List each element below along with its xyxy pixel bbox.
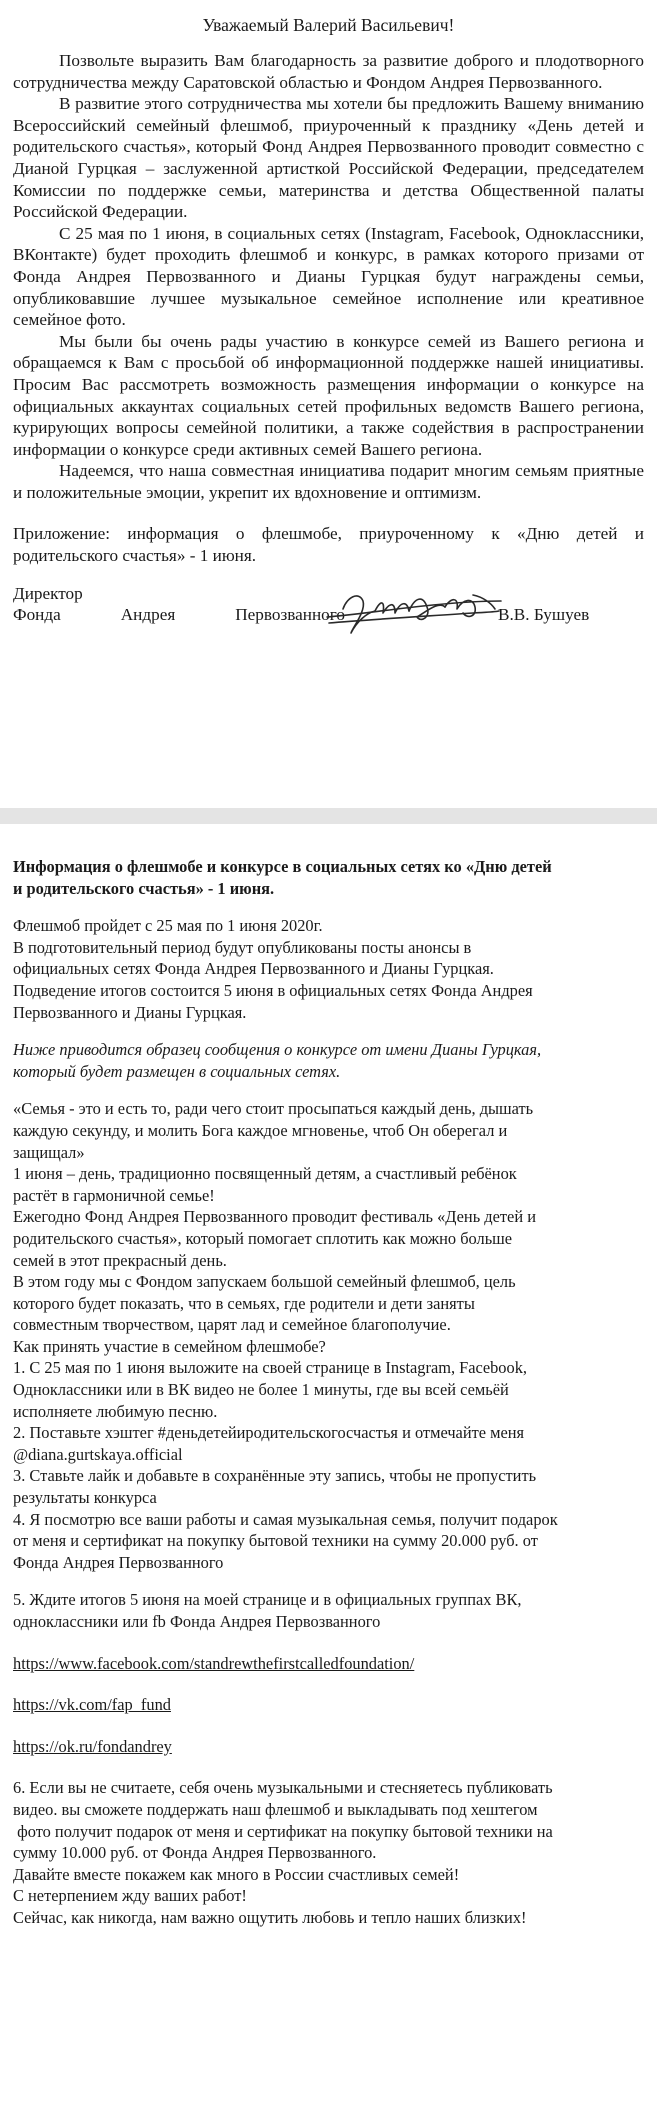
intro-line: Флешмоб пройдет с 25 мая по 1 июня 2020г. xyxy=(13,916,323,936)
message-line: каждую секунду, и молить Бога каждое мгновенье, чтоб Он оберегал и xyxy=(13,1120,508,1140)
message-line: @diana.gurtskaya.official xyxy=(13,1444,183,1464)
message-line: 3. Ставьте лайк и добавьте в сохранённые эту запись, чтобы не пропустить xyxy=(13,1466,537,1486)
sample-note xyxy=(13,1039,644,1082)
closing-line: фото получит подарок от меня и сертификат на покупку бытовой техники на xyxy=(13,1821,553,1841)
message-line: семей в этот прекрасный день. xyxy=(13,1250,227,1270)
intro-line: Подведение итогов состоится 5 июня в официальных сетях Фонда Андрея xyxy=(13,980,533,1000)
intro-line: В подготовительный период будут опубликованы посты анонсы в xyxy=(13,937,472,957)
message-line: Фонда Андрея Первозванного xyxy=(13,1552,224,1572)
signer-org-word: Андрея xyxy=(120,605,176,625)
message-line: совместным творчеством, царят лад и семейное благополучие. xyxy=(13,1315,451,1335)
signature-block xyxy=(13,583,644,647)
page-separator xyxy=(0,808,657,824)
sample-message xyxy=(13,1098,644,1573)
signer-name: В.В. Бушуев xyxy=(498,605,590,625)
info-title-line: Информация о флешмобе и конкурсе в социальных сетях ко «Дню детей xyxy=(13,857,552,876)
info-page xyxy=(0,824,657,2103)
message-line: 1. С 25 мая по 1 июня выложите на своей странице в Instagram, Facebook, xyxy=(13,1358,527,1378)
message-line: Ежегодно Фонд Андрея Первозванного проводит фестиваль «День детей и xyxy=(13,1207,536,1227)
message-line: 4. Я посмотрю все ваши работы и самая музыкальная семья, получит подарок xyxy=(13,1509,558,1529)
salutation: Уважаемый Валерий Васильевич! xyxy=(202,15,455,35)
message-line: которого будет показать, что в семьях, где родители и дети заняты xyxy=(13,1293,475,1313)
letter-paragraph: Позвольте выразить Вам благодарность за развитие доброго и плодотворного сотрудничества между Саратовской областью и Фондом Андрея Первозванного. xyxy=(13,51,644,92)
message-line: 1 июня – день, традиционно посвященный детям, а счастливый ребёнок xyxy=(13,1164,517,1184)
results-line: 5. Ждите итогов 5 июня на моей странице и в официальных группах ВК, xyxy=(13,1590,522,1610)
message-line: В этом году мы с Фондом запускаем большой семейный флешмоб, цель xyxy=(13,1272,516,1292)
signer-org-word: Первозванного xyxy=(235,605,345,625)
info-title-line: и родительского счастья» - 1 июня. xyxy=(13,878,275,898)
closing-text xyxy=(13,1777,644,1928)
message-line: результаты конкурса xyxy=(13,1488,157,1508)
info-intro xyxy=(13,915,644,1023)
message-line: родительского счастья», который помогает сплотить как можно больше xyxy=(13,1228,513,1248)
message-line: растёт в гармоничной семье! xyxy=(13,1185,215,1205)
intro-line: Первозванного и Дианы Гурцкая. xyxy=(13,1002,247,1022)
ok-link[interactable]: https://ok.ru/fondandrey xyxy=(13,1736,172,1756)
letter-paragraph: Мы были бы очень рады участию в конкурсе семей из Вашего региона и обращаемся к Вам с просьбой об информационной поддержке нашей инициативы. Просим Вас рассмотреть возможность размещения информации о конкурсе на официальных аккаунтах социальных сетей профильных ведомств Вашего региона, курирующих вопросы семейной политики, а также содействия в распространении информации о конкурсе среди активных семей Вашего региона. xyxy=(13,331,644,459)
closing-line: 6. Если вы не считаете, себя очень музыкальными и стесняетесь публиковать xyxy=(13,1778,553,1798)
note-line: который будет размещен в социальных сетях. xyxy=(13,1061,341,1081)
message-line: Как принять участие в семейном флешмобе? xyxy=(13,1336,326,1356)
message-line: от меня и сертификат на покупку бытовой техники на сумму 20.000 руб. от xyxy=(13,1531,538,1551)
signer-org-word: Фонда xyxy=(13,605,61,625)
message-line: защищал» xyxy=(13,1142,85,1162)
signer-org xyxy=(13,604,345,626)
message-line: исполняете любимую песню. xyxy=(13,1401,218,1421)
closing-line: Давайте вместе покажем как много в России счастливых семей! xyxy=(13,1864,460,1884)
closing-line: видео. вы сможете поддержать наш флешмоб и выкладывать под хештегом xyxy=(13,1799,538,1819)
signer-role: Директор xyxy=(13,583,83,603)
letter-paragraph: Надеемся, что наша совместная инициатива подарит многим семьям приятные и положительные эмоции, укрепит их вдохновение и оптимизм. xyxy=(13,461,644,502)
letter-paragraph: В развитие этого сотрудничества мы хотели бы предложить Вашему вниманию Всероссийский семейный флешмоб, приуроченный к празднику «День детей и родительского счастья», который Фонд Андрея Первозванного проводит совместно с Дианой Гурцкая – заслуженной артисткой Российской Федерации, председателем Комиссии по поддержке семьи, материнства и детства Общественной палаты Российской Федерации. xyxy=(13,94,644,222)
results-line: одноклассники или fb Фонда Андрея Первозванного xyxy=(13,1612,381,1631)
info-title xyxy=(13,856,644,899)
results-note xyxy=(13,1589,644,1632)
letter-paragraph: С 25 мая по 1 июня, в социальных сетях (Instagram, Facebook, Одноклассники, ВКонтакте) будет проходить флешмоб и конкурс, в рамках которого призами от Фонда Андрея Первозванного и Дианы Гурцкая будут награждены семьи, опубликовавшие лучшее музыкальное семейное исполнение или креативное семейное фото. xyxy=(13,223,644,330)
facebook-link[interactable]: https://www.facebook.com/standrewthefirstcalledfoundation/ xyxy=(13,1653,415,1673)
letter-page xyxy=(0,0,657,808)
handwritten-signature xyxy=(323,587,505,639)
closing-line: Сейчас, как никогда, нам важно ощутить любовь и тепло наших близких! xyxy=(13,1907,527,1927)
intro-line: официальных сетях Фонда Андрея Первозванного и Дианы Гурцкая. xyxy=(13,959,494,979)
note-line: Ниже приводится образец сообщения о конкурсе от имени Дианы Гурцкая, xyxy=(13,1040,542,1060)
message-line: 2. Поставьте хэштег #деньдетейиродительскогосчастья и отмечайте меня xyxy=(13,1423,525,1443)
message-line: «Семья - это и есть то, ради чего стоит просыпаться каждый день, дышать xyxy=(13,1099,534,1119)
vk-link[interactable]: https://vk.com/fap_fund xyxy=(13,1695,171,1715)
message-line: Одноклассники или в ВК видео не более 1 минуты, где вы всей семьёй xyxy=(13,1380,509,1400)
closing-line: С нетерпением жду ваших работ! xyxy=(13,1886,247,1906)
appendix-note: Приложение: информация о флешмобе, приуроченному к «Дню детей и родительского счастья» - 1 июня. xyxy=(13,524,644,566)
closing-line: сумму 10.000 руб. от Фонда Андрея Первозванного. xyxy=(13,1843,377,1863)
